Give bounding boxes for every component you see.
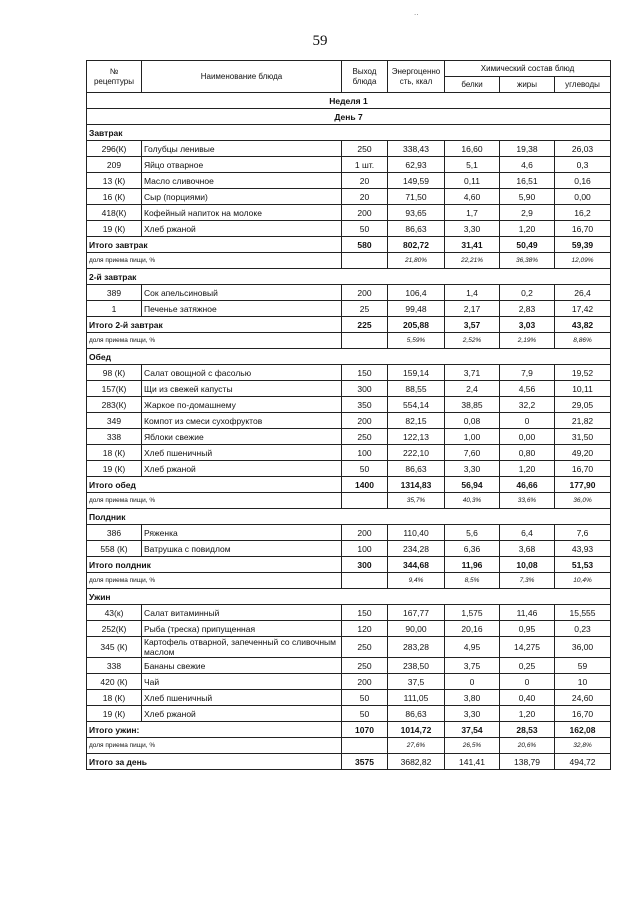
- dish-energy: 37,5: [388, 674, 445, 690]
- dish-protein: 3,71: [445, 365, 500, 381]
- dish-name: Яблоки свежие: [142, 429, 342, 445]
- dish-protein: 4,95: [445, 637, 500, 658]
- meal-share-yield: [342, 738, 388, 754]
- dish-row: [87, 621, 611, 637]
- dish-energy: 99,48: [388, 301, 445, 317]
- meal-share-yield: [342, 253, 388, 269]
- dish-energy: 62,93: [388, 157, 445, 173]
- meal-total-label: Итого обед: [87, 477, 342, 493]
- recipe-number: 18 (К): [87, 445, 142, 461]
- meal-total-yield: 1400: [342, 477, 388, 493]
- dish-yield: 150: [342, 605, 388, 621]
- dish-protein: 1,4: [445, 285, 500, 301]
- dish-energy: 167,77: [388, 605, 445, 621]
- dish-yield: 300: [342, 381, 388, 397]
- page-number: 59: [312, 33, 328, 49]
- meal-total-yield: 225: [342, 317, 388, 333]
- meal-section-row: [87, 509, 611, 525]
- dish-carbs: 59: [555, 658, 611, 674]
- header-energy: Энергоценность, ккал: [388, 61, 445, 93]
- scan-mark: ..: [414, 8, 419, 17]
- meal-share-carbs: 32,8%: [555, 738, 611, 754]
- dish-name: Яйцо отварное: [142, 157, 342, 173]
- meal-section-title: Полдник: [87, 509, 611, 525]
- dish-energy: 338,43: [388, 141, 445, 157]
- dish-row: [87, 397, 611, 413]
- meal-share-label: доля приема пищи, %: [87, 738, 342, 754]
- dish-protein: 1,575: [445, 605, 500, 621]
- dish-carbs: 43,93: [555, 541, 611, 557]
- recipe-number: 19 (К): [87, 221, 142, 237]
- recipe-number: 338: [87, 658, 142, 674]
- recipe-number: 157(К): [87, 381, 142, 397]
- meal-share-energy: 5,59%: [388, 333, 445, 349]
- meal-section-title: Завтрак: [87, 125, 611, 141]
- dish-yield: 250: [342, 429, 388, 445]
- meal-total-energy: 205,88: [388, 317, 445, 333]
- dish-protein: 3,30: [445, 221, 500, 237]
- dish-yield: 200: [342, 205, 388, 221]
- dish-fat: 19,38: [500, 141, 555, 157]
- dish-carbs: 24,60: [555, 690, 611, 706]
- dish-yield: 350: [342, 397, 388, 413]
- dish-carbs: 26,4: [555, 285, 611, 301]
- meal-total-carbs: 59,39: [555, 237, 611, 253]
- recipe-number: 19 (К): [87, 461, 142, 477]
- dish-carbs: 15,555: [555, 605, 611, 621]
- meal-total-yield: 300: [342, 557, 388, 573]
- dish-carbs: 36,00: [555, 637, 611, 658]
- meal-share-fat: 33,6%: [500, 493, 555, 509]
- dish-protein: 2,4: [445, 381, 500, 397]
- dish-carbs: 29,05: [555, 397, 611, 413]
- recipe-number: 43(к): [87, 605, 142, 621]
- dish-name: Хлеб ржаной: [142, 221, 342, 237]
- meal-share-protein: 26,5%: [445, 738, 500, 754]
- dish-name: Ряженка: [142, 525, 342, 541]
- day-total-fat: 138,79: [500, 754, 555, 770]
- recipe-number: 345 (К): [87, 637, 142, 658]
- dish-fat: 6,4: [500, 525, 555, 541]
- dish-fat: 0,40: [500, 690, 555, 706]
- dish-row: [87, 381, 611, 397]
- recipe-number: 13 (К): [87, 173, 142, 189]
- recipe-number: 1: [87, 301, 142, 317]
- recipe-number: 18 (К): [87, 690, 142, 706]
- dish-yield: 50: [342, 461, 388, 477]
- dish-yield: 200: [342, 285, 388, 301]
- recipe-number: 98 (К): [87, 365, 142, 381]
- dish-carbs: 0,00: [555, 189, 611, 205]
- dish-energy: 122,13: [388, 429, 445, 445]
- dish-carbs: 21,82: [555, 413, 611, 429]
- meal-total-fat: 3,03: [500, 317, 555, 333]
- meal-total-fat: 50,49: [500, 237, 555, 253]
- dish-carbs: 0,16: [555, 173, 611, 189]
- meal-share-fat: 2,19%: [500, 333, 555, 349]
- dish-yield: 250: [342, 637, 388, 658]
- week-label: Неделя 1: [87, 93, 611, 109]
- dish-protein: 6,36: [445, 541, 500, 557]
- dish-name: Компот из смеси сухофруктов: [142, 413, 342, 429]
- dish-protein: 2,17: [445, 301, 500, 317]
- meal-share-energy: 9,4%: [388, 573, 445, 589]
- dish-energy: 71,50: [388, 189, 445, 205]
- dish-carbs: 16,70: [555, 221, 611, 237]
- dish-yield: 20: [342, 189, 388, 205]
- dish-yield: 100: [342, 445, 388, 461]
- meal-section-title: Обед: [87, 349, 611, 365]
- dish-energy: 82,15: [388, 413, 445, 429]
- meal-share-row: [87, 573, 611, 589]
- recipe-number: 16 (К): [87, 189, 142, 205]
- meal-total-label: Итого ужин:: [87, 722, 342, 738]
- day-total-energy: 3682,82: [388, 754, 445, 770]
- meal-total-row: [87, 317, 611, 333]
- meal-share-fat: 36,38%: [500, 253, 555, 269]
- header-carbs: углеводы: [555, 77, 611, 93]
- recipe-number: 338: [87, 429, 142, 445]
- meal-total-energy: 802,72: [388, 237, 445, 253]
- dish-fat: 4,56: [500, 381, 555, 397]
- meal-total-yield: 1070: [342, 722, 388, 738]
- meal-section-row: [87, 349, 611, 365]
- meal-share-energy: 21,80%: [388, 253, 445, 269]
- dish-fat: 14,275: [500, 637, 555, 658]
- dish-carbs: 49,20: [555, 445, 611, 461]
- meal-section-row: [87, 125, 611, 141]
- dish-name: Хлеб пшеничный: [142, 445, 342, 461]
- dish-fat: 3,68: [500, 541, 555, 557]
- meal-share-label: доля приема пищи, %: [87, 573, 342, 589]
- dish-carbs: 26,03: [555, 141, 611, 157]
- meal-total-label: Итого завтрак: [87, 237, 342, 253]
- dish-fat: 0: [500, 413, 555, 429]
- dish-yield: 120: [342, 621, 388, 637]
- meal-share-row: [87, 253, 611, 269]
- recipe-number: 386: [87, 525, 142, 541]
- meal-total-energy: 1014,72: [388, 722, 445, 738]
- meal-total-label: Итого полдник: [87, 557, 342, 573]
- dish-fat: 7,9: [500, 365, 555, 381]
- meal-section-title: Ужин: [87, 589, 611, 605]
- meal-share-fat: 7,3%: [500, 573, 555, 589]
- dish-protein: 3,30: [445, 461, 500, 477]
- dish-fat: 11,46: [500, 605, 555, 621]
- dish-energy: 90,00: [388, 621, 445, 637]
- dish-row: [87, 525, 611, 541]
- dish-name: Чай: [142, 674, 342, 690]
- dish-carbs: 0,3: [555, 157, 611, 173]
- dish-row: [87, 690, 611, 706]
- meal-total-label: Итого 2-й завтрак: [87, 317, 342, 333]
- meal-total-protein: 37,54: [445, 722, 500, 738]
- meal-total-protein: 56,94: [445, 477, 500, 493]
- dish-fat: 2,9: [500, 205, 555, 221]
- meal-share-carbs: 12,09%: [555, 253, 611, 269]
- meal-share-yield: [342, 493, 388, 509]
- dish-yield: 200: [342, 674, 388, 690]
- dish-name: Сок апельсиновый: [142, 285, 342, 301]
- meal-total-protein: 3,57: [445, 317, 500, 333]
- meal-total-fat: 10,08: [500, 557, 555, 573]
- dish-yield: 250: [342, 658, 388, 674]
- dish-energy: 159,14: [388, 365, 445, 381]
- dish-protein: 1,00: [445, 429, 500, 445]
- dish-protein: 0,11: [445, 173, 500, 189]
- meal-total-row: [87, 237, 611, 253]
- dish-protein: 3,75: [445, 658, 500, 674]
- recipe-number: 558 (К): [87, 541, 142, 557]
- recipe-number: 283(К): [87, 397, 142, 413]
- dish-fat: 0,2: [500, 285, 555, 301]
- dish-row: [87, 221, 611, 237]
- dish-name: Рыба (треска) припущенная: [142, 621, 342, 637]
- meal-total-carbs: 162,08: [555, 722, 611, 738]
- dish-energy: 554,14: [388, 397, 445, 413]
- header-yield: Выход блюда: [342, 61, 388, 93]
- dish-name: Хлеб пшеничный: [142, 690, 342, 706]
- header-row: [87, 61, 611, 77]
- meal-share-protein: 8,5%: [445, 573, 500, 589]
- recipe-number: 389: [87, 285, 142, 301]
- meal-share-protein: 22,21%: [445, 253, 500, 269]
- meal-total-fat: 46,66: [500, 477, 555, 493]
- dish-row: [87, 189, 611, 205]
- dish-protein: 0,08: [445, 413, 500, 429]
- dish-energy: 106,4: [388, 285, 445, 301]
- meal-total-row: [87, 477, 611, 493]
- meal-total-protein: 31,41: [445, 237, 500, 253]
- dish-fat: 5,90: [500, 189, 555, 205]
- dish-row: [87, 301, 611, 317]
- meal-share-label: доля приема пищи, %: [87, 333, 342, 349]
- dish-energy: 238,50: [388, 658, 445, 674]
- dish-carbs: 31,50: [555, 429, 611, 445]
- dish-row: [87, 461, 611, 477]
- meal-section-row: [87, 589, 611, 605]
- header-fat: жиры: [500, 77, 555, 93]
- dish-fat: 1,20: [500, 706, 555, 722]
- recipe-number: 418(К): [87, 205, 142, 221]
- week-row: [87, 93, 611, 109]
- meal-section-title: 2-й завтрак: [87, 269, 611, 285]
- dish-name: Голубцы ленивые: [142, 141, 342, 157]
- dish-yield: 100: [342, 541, 388, 557]
- dish-protein: 3,80: [445, 690, 500, 706]
- dish-energy: 88,55: [388, 381, 445, 397]
- meal-share-label: доля приема пищи, %: [87, 253, 342, 269]
- recipe-number: 209: [87, 157, 142, 173]
- meal-share-energy: 27,6%: [388, 738, 445, 754]
- dish-row: [87, 605, 611, 621]
- dish-protein: 7,60: [445, 445, 500, 461]
- header-dish-name: Наименование блюда: [142, 61, 342, 93]
- dish-name: Хлеб ржаной: [142, 461, 342, 477]
- recipe-number: 252(К): [87, 621, 142, 637]
- dish-protein: 5,1: [445, 157, 500, 173]
- dish-fat: 32,2: [500, 397, 555, 413]
- day-total-row: [87, 754, 611, 770]
- meal-section-row: [87, 269, 611, 285]
- dish-fat: 1,20: [500, 461, 555, 477]
- meal-share-carbs: 8,86%: [555, 333, 611, 349]
- dish-protein: 0: [445, 674, 500, 690]
- dish-protein: 5,6: [445, 525, 500, 541]
- dish-yield: 200: [342, 413, 388, 429]
- meal-share-protein: 2,52%: [445, 333, 500, 349]
- dish-row: [87, 285, 611, 301]
- meal-total-row: [87, 722, 611, 738]
- dish-yield: 50: [342, 690, 388, 706]
- dish-name: Кофейный напиток на молоке: [142, 205, 342, 221]
- dish-energy: 222,10: [388, 445, 445, 461]
- header-chem-composition: Химический состав блюд: [445, 61, 611, 77]
- dish-carbs: 17,42: [555, 301, 611, 317]
- dish-row: [87, 445, 611, 461]
- meal-total-protein: 11,96: [445, 557, 500, 573]
- dish-row: [87, 637, 611, 658]
- dish-protein: 20,16: [445, 621, 500, 637]
- dish-yield: 50: [342, 706, 388, 722]
- meal-share-row: [87, 333, 611, 349]
- dish-name: Ватрушка с повидлом: [142, 541, 342, 557]
- dish-row: [87, 141, 611, 157]
- dish-protein: 1,7: [445, 205, 500, 221]
- meal-share-yield: [342, 573, 388, 589]
- dish-row: [87, 429, 611, 445]
- dish-carbs: 19,52: [555, 365, 611, 381]
- dish-fat: 0,00: [500, 429, 555, 445]
- meal-share-row: [87, 493, 611, 509]
- dish-row: [87, 658, 611, 674]
- dish-name: Хлеб ржаной: [142, 706, 342, 722]
- dish-energy: 149,59: [388, 173, 445, 189]
- meal-share-row: [87, 738, 611, 754]
- header-protein: белки: [445, 77, 500, 93]
- dish-fat: 0,95: [500, 621, 555, 637]
- meal-total-yield: 580: [342, 237, 388, 253]
- dish-row: [87, 706, 611, 722]
- menu-table: [86, 60, 611, 770]
- day-row: [87, 109, 611, 125]
- dish-yield: 25: [342, 301, 388, 317]
- dish-energy: 110,40: [388, 525, 445, 541]
- dish-fat: 16,51: [500, 173, 555, 189]
- dish-yield: 200: [342, 525, 388, 541]
- dish-carbs: 16,70: [555, 706, 611, 722]
- dish-row: [87, 674, 611, 690]
- dish-fat: 1,20: [500, 221, 555, 237]
- dish-energy: 86,63: [388, 461, 445, 477]
- dish-yield: 1 шт.: [342, 157, 388, 173]
- dish-fat: 0,80: [500, 445, 555, 461]
- meal-total-energy: 1314,83: [388, 477, 445, 493]
- meal-total-carbs: 51,53: [555, 557, 611, 573]
- dish-carbs: 0,23: [555, 621, 611, 637]
- dish-fat: 0,25: [500, 658, 555, 674]
- dish-yield: 250: [342, 141, 388, 157]
- dish-name: Жаркое по-домашнему: [142, 397, 342, 413]
- dish-name: Сыр (порциями): [142, 189, 342, 205]
- recipe-number: 420 (К): [87, 674, 142, 690]
- dish-name: Картофель отварной, запеченный со сливочным маслом: [142, 637, 342, 658]
- meal-share-fat: 20,6%: [500, 738, 555, 754]
- meal-share-yield: [342, 333, 388, 349]
- dish-name: Салат витаминный: [142, 605, 342, 621]
- dish-protein: 16,60: [445, 141, 500, 157]
- dish-fat: 2,83: [500, 301, 555, 317]
- dish-name: Бананы свежие: [142, 658, 342, 674]
- dish-name: Щи из свежей капусты: [142, 381, 342, 397]
- dish-carbs: 16,70: [555, 461, 611, 477]
- meal-total-fat: 28,53: [500, 722, 555, 738]
- dish-row: [87, 173, 611, 189]
- meal-total-row: [87, 557, 611, 573]
- meal-share-carbs: 10,4%: [555, 573, 611, 589]
- dish-energy: 111,05: [388, 690, 445, 706]
- dish-fat: 0: [500, 674, 555, 690]
- dish-energy: 283,28: [388, 637, 445, 658]
- meal-total-carbs: 43,82: [555, 317, 611, 333]
- dish-row: [87, 541, 611, 557]
- meal-total-energy: 344,68: [388, 557, 445, 573]
- dish-carbs: 16,2: [555, 205, 611, 221]
- meal-share-protein: 40,3%: [445, 493, 500, 509]
- recipe-number: 296(К): [87, 141, 142, 157]
- dish-carbs: 7,6: [555, 525, 611, 541]
- dish-energy: 86,63: [388, 706, 445, 722]
- dish-protein: 3,30: [445, 706, 500, 722]
- meal-share-label: доля приема пищи, %: [87, 493, 342, 509]
- dish-energy: 234,28: [388, 541, 445, 557]
- dish-carbs: 10,11: [555, 381, 611, 397]
- day-total-carbs: 494,72: [555, 754, 611, 770]
- dish-row: [87, 157, 611, 173]
- dish-name: Печенье затяжное: [142, 301, 342, 317]
- dish-yield: 150: [342, 365, 388, 381]
- meal-share-energy: 35,7%: [388, 493, 445, 509]
- recipe-number: 19 (К): [87, 706, 142, 722]
- dish-row: [87, 365, 611, 381]
- day-label: День 7: [87, 109, 611, 125]
- day-total-protein: 141,41: [445, 754, 500, 770]
- dish-yield: 50: [342, 221, 388, 237]
- dish-row: [87, 205, 611, 221]
- menu-table-body: [87, 61, 611, 770]
- dish-energy: 86,63: [388, 221, 445, 237]
- dish-protein: 4,60: [445, 189, 500, 205]
- dish-name: Масло сливочное: [142, 173, 342, 189]
- meal-share-carbs: 36,0%: [555, 493, 611, 509]
- meal-total-carbs: 177,90: [555, 477, 611, 493]
- dish-energy: 93,65: [388, 205, 445, 221]
- dish-carbs: 10: [555, 674, 611, 690]
- dish-name: Салат овощной с фасолью: [142, 365, 342, 381]
- dish-row: [87, 413, 611, 429]
- header-recipe-no: № рецептуры: [87, 61, 142, 93]
- dish-fat: 4,6: [500, 157, 555, 173]
- dish-protein: 38,85: [445, 397, 500, 413]
- dish-yield: 20: [342, 173, 388, 189]
- day-total-yield: 3575: [342, 754, 388, 770]
- recipe-number: 349: [87, 413, 142, 429]
- day-total-label: Итого за день: [87, 754, 342, 770]
